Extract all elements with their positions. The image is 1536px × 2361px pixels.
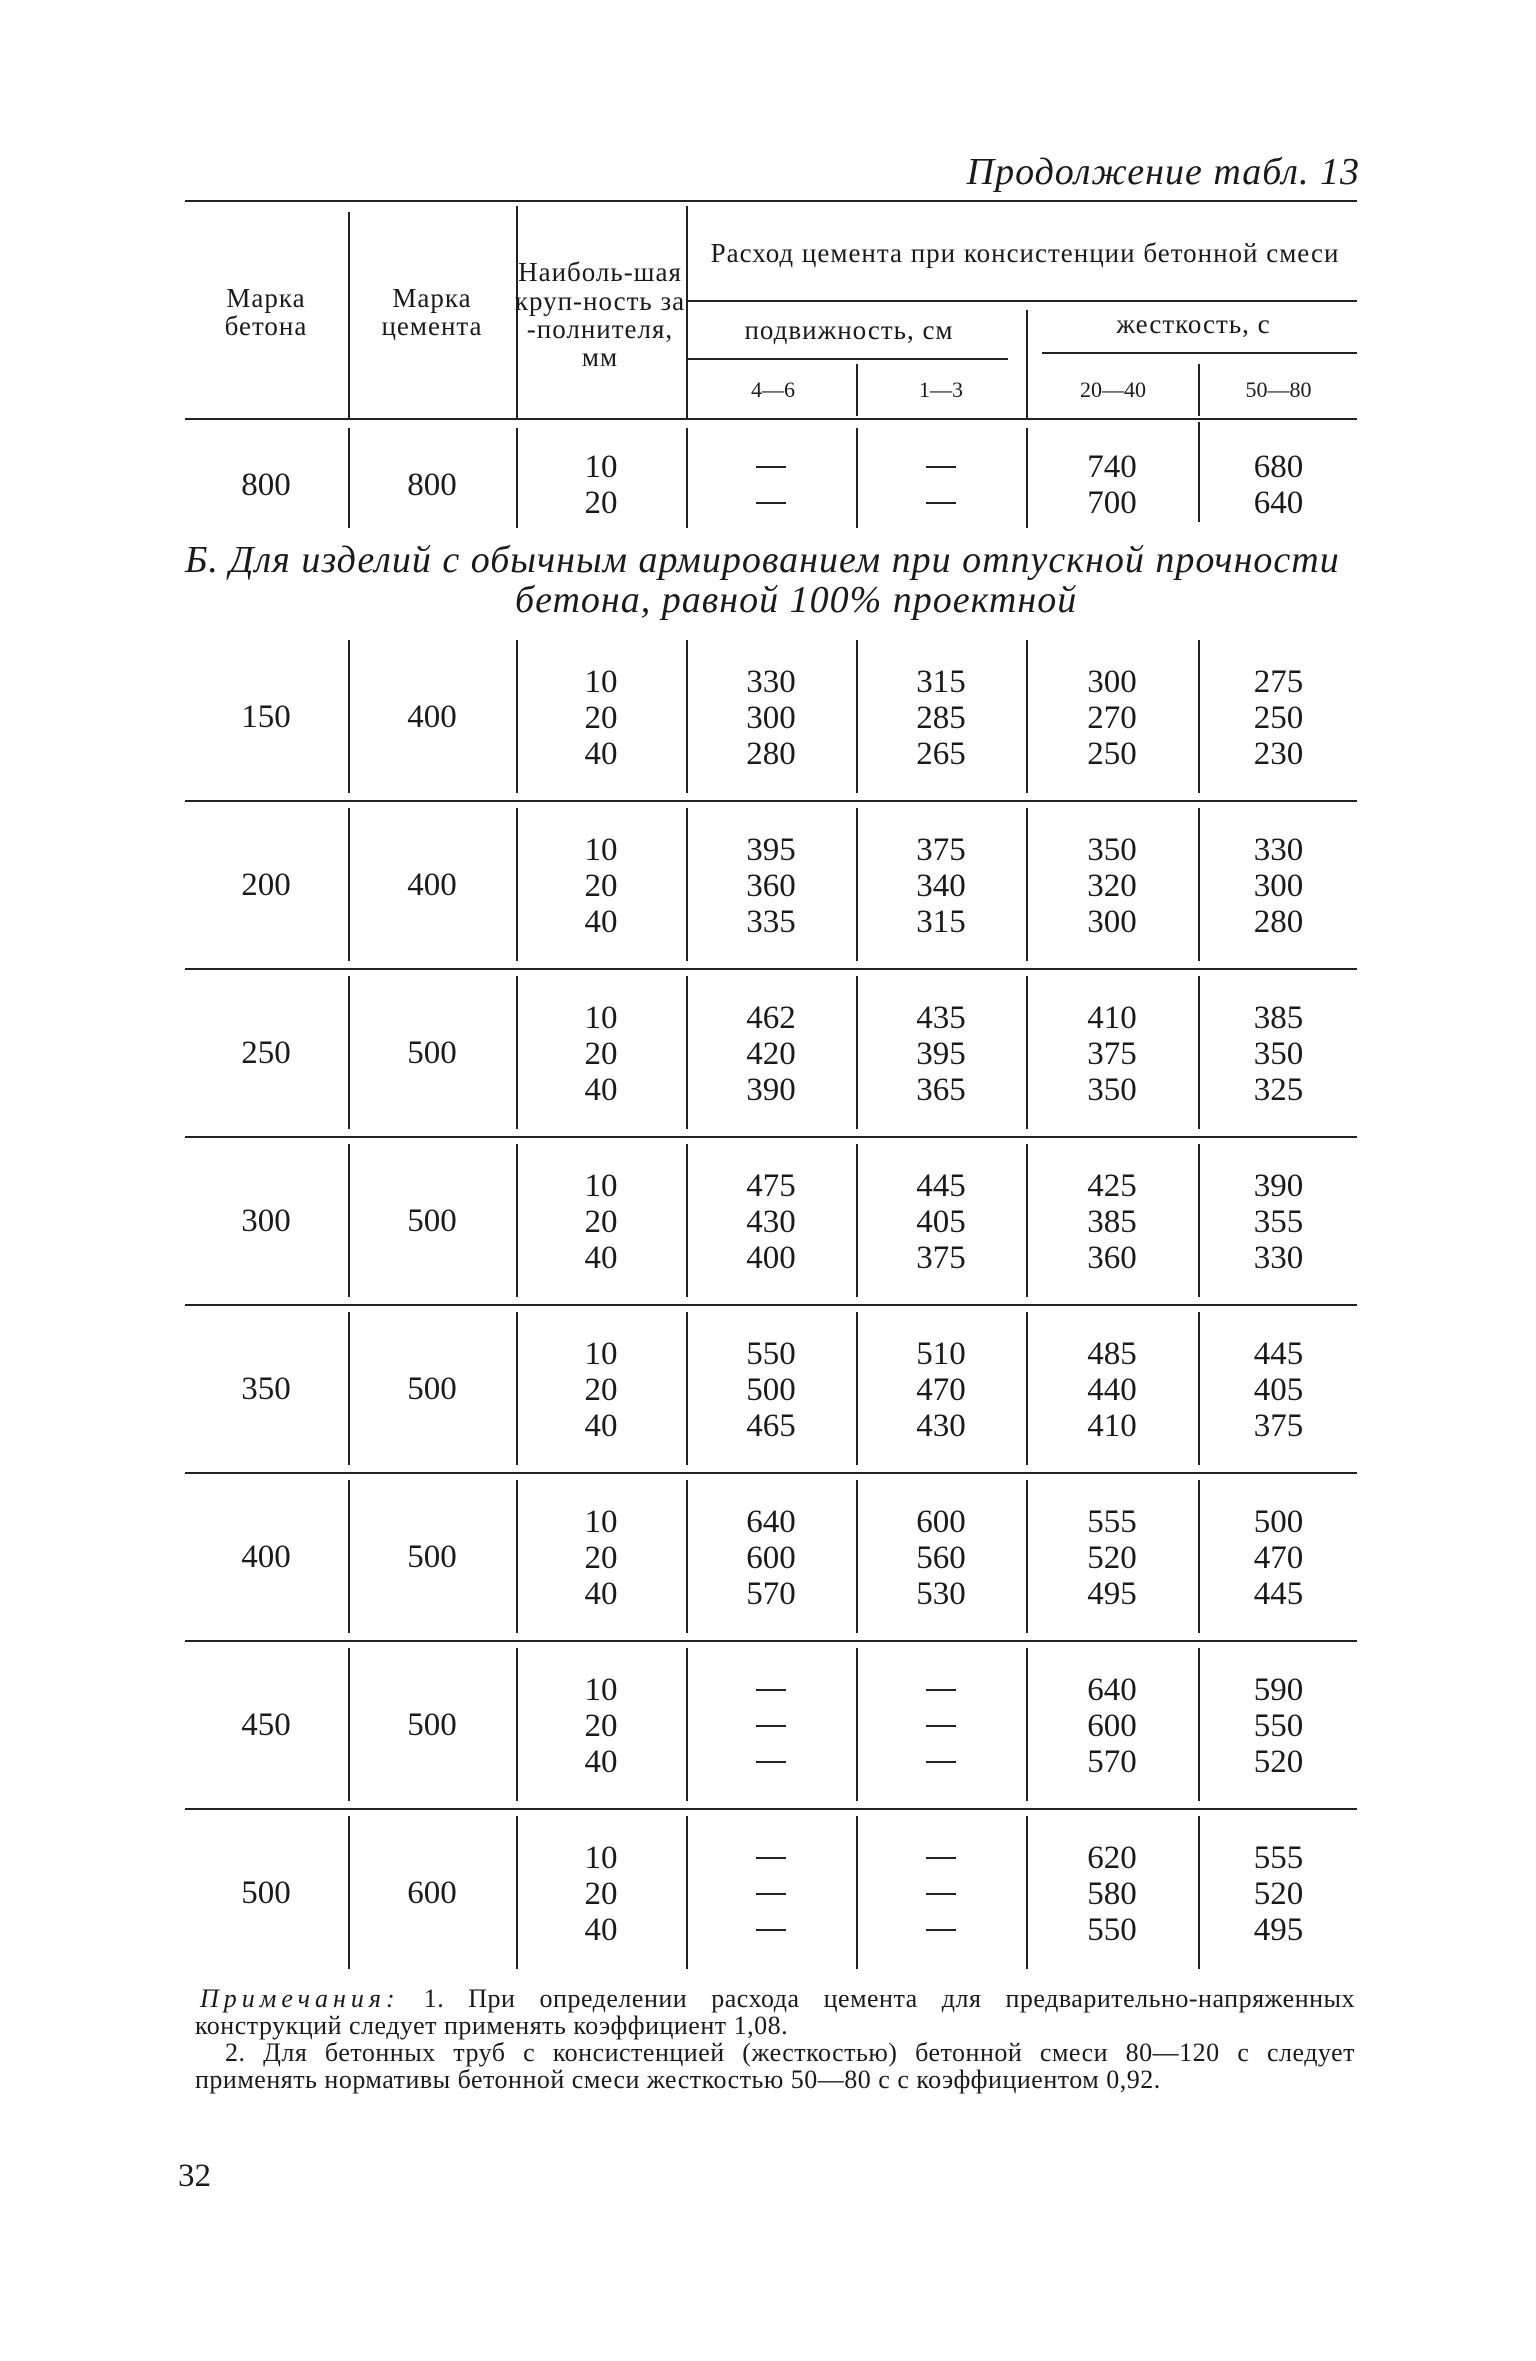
cell-sizes: [518, 808, 684, 963]
cell-stack: [585, 1168, 618, 1276]
cell-stack: [1087, 1000, 1137, 1108]
cell-concrete: 500: [241, 1875, 291, 1912]
cell-sizes: [518, 440, 684, 530]
cell-value: 20: [584, 1539, 618, 1576]
section-b-title: [185, 540, 1357, 620]
dash-mark: [756, 1725, 786, 1727]
cell-stiff-50-80: [1200, 1312, 1357, 1467]
row-separator-rule: [185, 1136, 1357, 1138]
cell-mob-4-6: [688, 1312, 854, 1467]
dash-mark: [926, 1689, 956, 1691]
cell-value: 265: [916, 735, 966, 772]
cell-stack: [585, 1000, 618, 1108]
cell-mob-1-3: [858, 808, 1024, 963]
dash-mark: [756, 1761, 786, 1763]
cell-concrete: 150: [241, 699, 291, 736]
cell-value: 330: [1253, 1239, 1304, 1276]
stiffness-under-rule: [1042, 352, 1357, 354]
cell-stack: [916, 1504, 966, 1612]
cell-stack: [1087, 664, 1137, 772]
cell-stack: [746, 832, 796, 940]
cell-cement: 500: [407, 1539, 457, 1576]
cell-stiff-50-80: [1200, 640, 1357, 795]
page-number: 32: [178, 2158, 211, 2194]
cell-value: 600: [916, 1503, 966, 1540]
header-bottom-rule: [185, 418, 1357, 420]
cell-value: 20: [584, 699, 618, 736]
cell-sizes: [518, 640, 684, 795]
cell-value: 10: [584, 1671, 618, 1708]
cell-value: 375: [916, 1239, 966, 1276]
cell-value: 20: [584, 1371, 618, 1408]
cell-sizes: [518, 1816, 684, 1971]
cell-value: 445: [1253, 1575, 1304, 1612]
continuation-caption: Продолжение табл. 13: [966, 151, 1360, 193]
cell-value: 410: [1087, 999, 1137, 1036]
cell-value: 40: [584, 735, 618, 772]
cell-value: 10: [584, 449, 618, 485]
dash-mark: [926, 1893, 956, 1895]
cell-value: 230: [1253, 735, 1304, 772]
cell-sizes: [518, 1312, 684, 1467]
cell-value: 470: [916, 1371, 966, 1408]
cell-value: 462: [746, 999, 796, 1036]
cell-value: 20: [584, 1035, 618, 1072]
dash-mark: [926, 1857, 956, 1859]
cell-value: 365: [916, 1071, 966, 1108]
cell-stiff-20-40: [1028, 808, 1196, 963]
row-separator-rule: [185, 800, 1357, 802]
cell-value: 550: [746, 1335, 796, 1372]
cell-value: 375: [916, 831, 966, 868]
cell-stack: [746, 1336, 796, 1444]
cell-stack: [746, 1000, 796, 1108]
cell-value: 10: [584, 831, 618, 868]
cell-value: 10: [584, 663, 618, 700]
cell-stack: [1254, 1504, 1304, 1612]
cell-value: 555: [1087, 1503, 1137, 1540]
cell-mob-4-6: [688, 440, 854, 530]
cell-value: 520: [1253, 1875, 1304, 1912]
cell-stack: [916, 1336, 966, 1444]
cell-value: 40: [584, 1743, 618, 1780]
cell-value: 390: [1253, 1167, 1304, 1204]
cell-stack: [1254, 1336, 1304, 1444]
note-1: 1. При определении расхода цемента для предварительно-напряженных конструкций следует применять коэффициент 1,08.: [195, 1984, 1355, 2040]
cell-stiff-50-80: [1200, 1648, 1357, 1803]
cell-stiff-20-40: [1028, 1144, 1196, 1299]
header-sub-20-40: 20—40: [1080, 377, 1146, 403]
cell-value: 430: [916, 1407, 966, 1444]
cell-stack: [1254, 664, 1304, 772]
cell-stiff-20-40: [1028, 440, 1196, 530]
cell-sizes: [518, 1648, 684, 1803]
cell-stack: [585, 1336, 618, 1444]
cell-stack: [1087, 1336, 1137, 1444]
cell-value: 550: [1087, 1911, 1137, 1948]
cell-stack: [756, 1672, 786, 1780]
cell-value: 40: [584, 1071, 618, 1108]
cell-stack: [1087, 1672, 1137, 1780]
cell-value: 530: [916, 1575, 966, 1612]
cell-mob-4-6: [688, 1816, 854, 1971]
header-aggregate-size: Наиболь-шая круп-ность за-полнителя, мм: [514, 257, 686, 373]
cell-mob-1-3: [858, 1480, 1024, 1635]
cell-value: 340: [916, 867, 966, 904]
cell-value: 20: [584, 867, 618, 904]
cell-stack: [926, 1840, 956, 1948]
cell-value: 640: [746, 1503, 796, 1540]
cell-value: 405: [916, 1203, 966, 1240]
cell-stiff-20-40: [1028, 1648, 1196, 1803]
dash-mark: [756, 1857, 786, 1859]
header-sub-4-6: 4—6: [751, 377, 795, 403]
cell-cement: 500: [407, 1371, 457, 1408]
cell-value: 590: [1253, 1671, 1304, 1708]
cell-value: 400: [746, 1239, 796, 1276]
cell-value: 500: [746, 1371, 796, 1408]
cell-stack: [585, 1672, 618, 1780]
cell-mob-1-3: [858, 640, 1024, 795]
cell-concrete: 200: [241, 867, 291, 904]
cell-value: 20: [584, 1707, 618, 1744]
cell-cement: 800: [407, 466, 457, 503]
cell-value: 20: [584, 1875, 618, 1912]
cell-value: 430: [746, 1203, 796, 1240]
cell-value: 40: [584, 1575, 618, 1612]
cell-value: 40: [584, 903, 618, 940]
cell-value: 350: [1087, 1071, 1137, 1108]
cell-concrete: 300: [241, 1203, 291, 1240]
cell-value: 600: [746, 1539, 796, 1576]
cell-stack: [1087, 1840, 1137, 1948]
cell-value: 285: [916, 699, 966, 736]
cell-value: 570: [746, 1575, 796, 1612]
cell-value: 350: [1253, 1035, 1304, 1072]
cell-value: 40: [584, 1407, 618, 1444]
cell-value: 600: [1087, 1707, 1137, 1744]
cell-stiff-50-80: [1200, 976, 1357, 1131]
cell-cement: 500: [407, 1707, 457, 1744]
dash-mark: [756, 1929, 786, 1931]
dash-mark: [756, 502, 786, 504]
cell-value: 465: [746, 1407, 796, 1444]
cell-value: 740: [1087, 449, 1137, 485]
cell-value: 510: [916, 1335, 966, 1372]
cell-stack: [746, 1168, 796, 1276]
notes-block: [195, 1985, 1355, 2093]
cell-value: 385: [1087, 1203, 1137, 1240]
dash-mark: [926, 502, 956, 504]
cell-value: 425: [1087, 1167, 1137, 1204]
cell-value: 470: [1253, 1539, 1304, 1576]
cell-cement: 500: [407, 1203, 457, 1240]
cell-mob-4-6: [688, 808, 854, 963]
cell-value: 700: [1087, 485, 1137, 521]
cell-cement: 400: [407, 699, 457, 736]
cell-stack: [746, 1504, 796, 1612]
cell-stack: [916, 832, 966, 940]
dash-mark: [756, 466, 786, 468]
cell-value: 10: [584, 1167, 618, 1204]
cell-mob-4-6: [688, 1648, 854, 1803]
header-stiffness: жесткость, с: [1116, 308, 1271, 339]
cell-value: 335: [746, 903, 796, 940]
cell-value: 20: [584, 1203, 618, 1240]
cell-value: 280: [746, 735, 796, 772]
cell-value: 330: [1253, 831, 1304, 868]
cell-value: 375: [1087, 1035, 1137, 1072]
cell-stack: [916, 1168, 966, 1276]
cell-stiff-50-80: [1200, 808, 1357, 963]
cell-mob-1-3: [858, 1144, 1024, 1299]
cell-value: 520: [1253, 1743, 1304, 1780]
cell-value: 445: [1253, 1335, 1304, 1372]
dash-mark: [926, 466, 956, 468]
note-2: 2. Для бетонных труб с консистенцией (жесткостью) бетонной смеси 80—120 с следует применять нормативы бетонной смеси жесткостью 50—80 с с коэффициентом 0,92.: [195, 2038, 1355, 2094]
cell-value: 10: [584, 999, 618, 1036]
cell-stiff-50-80: [1200, 440, 1357, 530]
row-separator-rule: [185, 968, 1357, 970]
cell-value: 40: [584, 1911, 618, 1948]
cell-cement: 400: [407, 867, 457, 904]
dash-mark: [926, 1761, 956, 1763]
cell-value: 300: [1253, 867, 1304, 904]
cell-cement: 600: [407, 1875, 457, 1912]
cell-stiff-20-40: [1028, 976, 1196, 1131]
cell-stack: [1254, 1168, 1304, 1276]
cell-concrete: 800: [241, 466, 291, 503]
cell-stiff-50-80: [1200, 1144, 1357, 1299]
cell-sizes: [518, 1480, 684, 1635]
cell-value: 485: [1087, 1335, 1137, 1372]
cell-value: 420: [746, 1035, 796, 1072]
cell-mob-1-3: [858, 440, 1024, 530]
header-mobility: подвижность, см: [744, 314, 954, 345]
cell-value: 375: [1253, 1407, 1304, 1444]
cell-value: 435: [916, 999, 966, 1036]
cell-value: 385: [1253, 999, 1304, 1036]
cell-value: 300: [1087, 663, 1137, 700]
cell-stack: [1254, 1672, 1304, 1780]
header-cement-consumption: Расход цемента при консистенции бетонной смеси: [710, 237, 1340, 268]
cell-value: 445: [916, 1167, 966, 1204]
table-top-rule: [185, 200, 1357, 202]
cell-value: 580: [1087, 1875, 1137, 1912]
cell-stiff-20-40: [1028, 640, 1196, 795]
cell-value: 360: [1087, 1239, 1137, 1276]
cell-stack: [1087, 1504, 1137, 1612]
cell-value: 355: [1253, 1203, 1304, 1240]
cell-mob-1-3: [858, 1312, 1024, 1467]
cell-value: 250: [1253, 699, 1304, 736]
header-sub-50-80: 50—80: [1245, 377, 1312, 403]
cell-mob-4-6: [688, 640, 854, 795]
cell-mob-4-6: [688, 1480, 854, 1635]
cell-value: 395: [746, 831, 796, 868]
cell-stack: [1087, 1168, 1137, 1276]
header-sub-1-3: 1—3: [919, 377, 963, 403]
row-separator-rule: [185, 1472, 1357, 1474]
cell-stack: [585, 1504, 618, 1612]
cell-stiff-50-80: [1200, 1816, 1357, 1971]
cell-value: 325: [1253, 1071, 1304, 1108]
cell-value: 440: [1087, 1371, 1137, 1408]
cell-mob-4-6: [688, 976, 854, 1131]
cell-value: 495: [1253, 1911, 1304, 1948]
cell-stack: [585, 664, 618, 772]
cell-value: 315: [916, 903, 966, 940]
cell-mob-1-3: [858, 1816, 1024, 1971]
cell-value: 570: [1087, 1743, 1137, 1780]
cell-value: 555: [1253, 1839, 1304, 1876]
cell-value: 395: [916, 1035, 966, 1072]
cell-stack: [1254, 1000, 1304, 1108]
cell-stack: [585, 832, 618, 940]
dash-mark: [926, 1725, 956, 1727]
cell-value: 280: [1253, 903, 1304, 940]
row-separator-rule: [185, 1808, 1357, 1810]
cell-value: 410: [1087, 1407, 1137, 1444]
cell-value: 275: [1253, 663, 1304, 700]
cell-value: 330: [746, 663, 796, 700]
cell-stack: [916, 1000, 966, 1108]
dash-mark: [756, 1893, 786, 1895]
dash-mark: [926, 1929, 956, 1931]
cell-value: 620: [1087, 1839, 1137, 1876]
cell-mob-1-3: [858, 976, 1024, 1131]
cell-stack: [746, 664, 796, 772]
cell-mob-1-3: [858, 1648, 1024, 1803]
cell-value: 360: [746, 867, 796, 904]
cell-value: 250: [1087, 735, 1137, 772]
notes-label: Примечания:: [200, 1984, 400, 2013]
cell-stack: [756, 1840, 786, 1948]
cell-value: 320: [1087, 867, 1137, 904]
cell-concrete: 350: [241, 1371, 291, 1408]
section-title-line: Б. Для изделий с обычным армированием при отпускной прочности: [185, 539, 1340, 581]
cell-sizes: [518, 976, 684, 1131]
cell-stiff-20-40: [1028, 1312, 1196, 1467]
cell-cement: 500: [407, 1035, 457, 1072]
cell-mob-4-6: [688, 1144, 854, 1299]
cell-concrete: 450: [241, 1707, 291, 1744]
cell-value: 405: [1253, 1371, 1304, 1408]
cell-stack: [916, 664, 966, 772]
header-concrete-grade: Марка бетона: [224, 282, 308, 341]
cell-concrete: 400: [241, 1539, 291, 1576]
cell-value: 40: [584, 1239, 618, 1276]
cell-value: 300: [746, 699, 796, 736]
dash-mark: [756, 1689, 786, 1691]
cell-stack: [1254, 1840, 1304, 1948]
cell-stiff-20-40: [1028, 1480, 1196, 1635]
row-separator-rule: [185, 1304, 1357, 1306]
cell-value: 300: [1087, 903, 1137, 940]
cell-value: 640: [1087, 1671, 1137, 1708]
cell-value: 390: [746, 1071, 796, 1108]
cell-stack: [1254, 832, 1304, 940]
cell-value: 350: [1087, 831, 1137, 868]
cell-stack: [585, 1840, 618, 1948]
cell-concrete: 250: [241, 1035, 291, 1072]
cell-value: 500: [1253, 1503, 1304, 1540]
header-cement-grade: Марка цемента: [381, 282, 483, 341]
header-divider: [1026, 310, 1028, 418]
cell-value: 20: [584, 485, 618, 521]
cell-value: 495: [1087, 1575, 1137, 1612]
cell-sizes: [518, 1144, 684, 1299]
section-title-line: бетона, равной 100% проектной: [515, 579, 1078, 621]
cell-value: 640: [1253, 485, 1304, 521]
cell-stiff-50-80: [1200, 1480, 1357, 1635]
cell-value: 475: [746, 1167, 796, 1204]
cell-value: 680: [1253, 449, 1304, 485]
cell-value: 10: [584, 1839, 618, 1876]
cell-value: 315: [916, 663, 966, 700]
mobility-under-rule: [688, 358, 1008, 360]
cell-stack: [926, 1672, 956, 1780]
cell-stiff-20-40: [1028, 1816, 1196, 1971]
cell-value: 550: [1253, 1707, 1304, 1744]
cell-value: 520: [1087, 1539, 1137, 1576]
cell-value: 10: [584, 1335, 618, 1372]
cell-value: 10: [584, 1503, 618, 1540]
cell-value: 560: [916, 1539, 966, 1576]
cell-stack: [1087, 832, 1137, 940]
cell-value: 270: [1087, 699, 1137, 736]
row-separator-rule: [185, 1640, 1357, 1642]
